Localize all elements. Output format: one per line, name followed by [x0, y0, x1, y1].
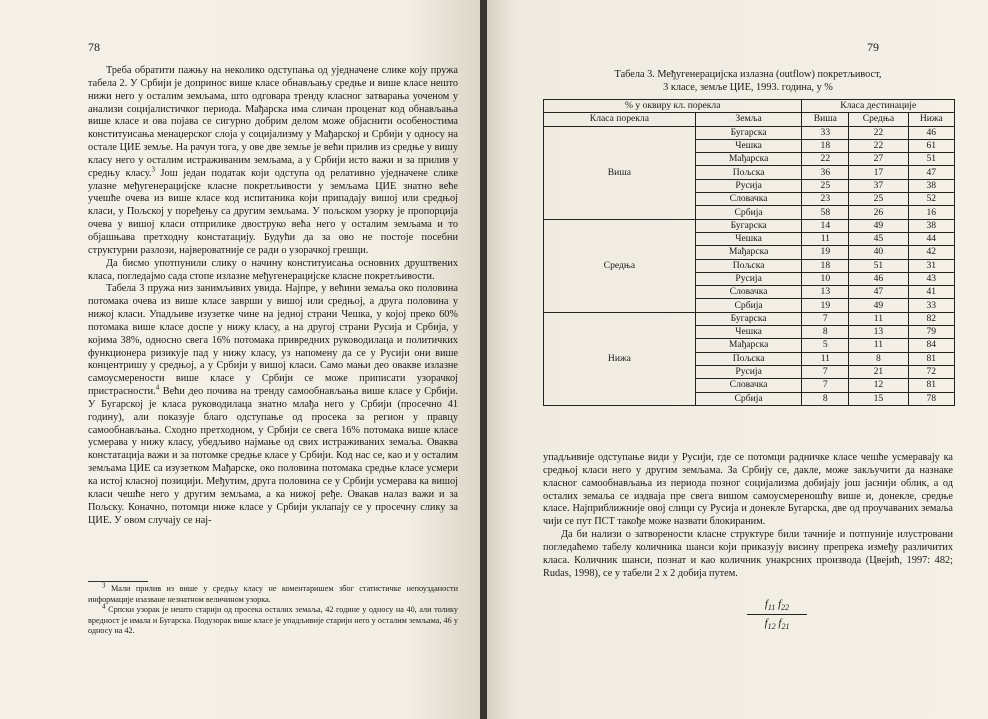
table-cell: 13 — [849, 326, 908, 339]
footnote-ref: 3 — [151, 165, 155, 174]
table-cell: 5 — [802, 339, 849, 352]
column-header: Виша — [802, 113, 849, 126]
table-row — [544, 219, 955, 232]
table-cell: 25 — [802, 179, 849, 192]
country-cell: Чешка — [695, 326, 802, 339]
table-cell: 38 — [908, 179, 954, 192]
origin-class-cell: Нижа — [544, 312, 696, 405]
country-cell: Мађарска — [695, 246, 802, 259]
table-cell: 11 — [802, 232, 849, 245]
page-number-right: 79 — [867, 40, 879, 54]
table-cell: 18 — [802, 139, 849, 152]
table-cell: 22 — [802, 153, 849, 166]
country-cell: Русија — [695, 179, 802, 192]
book-gutter — [480, 0, 487, 719]
origin-class-cell: Виша — [544, 126, 696, 219]
country-cell: Чешка — [695, 139, 802, 152]
table-cell: 15 — [849, 392, 908, 405]
table-cell: 8 — [849, 352, 908, 365]
table-cell: 84 — [908, 339, 954, 352]
table-cell: 49 — [849, 299, 908, 312]
table-cell: 46 — [849, 272, 908, 285]
column-header: Нижа — [908, 113, 954, 126]
table-cell: 31 — [908, 259, 954, 272]
paragraph: упадљивије одступање види у Русији, где се потомци радничке класе чешће усмеравају ка средњој класи него у другим земљама. За Србију се, дакле, може закључити да назнаке класног самообнављања из периода позног социјализма добијају још јаснији облик, а од осталих земаља се издваја пре свега вишом самоусмереношћу више и, донекле, средње класе. Најприближније овој слици су Русија и донекле Бугарска, две од проучаваних земаља чији се пут ПСТ такође може назвати блокираним. — [543, 452, 953, 528]
table-cell: 42 — [908, 246, 954, 259]
table-row — [544, 126, 955, 139]
table-cell: 13 — [802, 286, 849, 299]
country-cell: Словачка — [695, 379, 802, 392]
country-cell: Словачка — [695, 286, 802, 299]
country-cell: Србија — [695, 299, 802, 312]
table-cell: 47 — [849, 286, 908, 299]
table-cell: 82 — [908, 312, 954, 325]
table-cell: 43 — [908, 272, 954, 285]
column-header: Средња — [849, 113, 908, 126]
table-cell: 72 — [908, 365, 954, 378]
table-cell: 25 — [849, 193, 908, 206]
formula-denominator: $f_{12}$ $f_{21}$ — [764, 617, 790, 632]
table-cell: 11 — [849, 339, 908, 352]
country-cell: Словачка — [695, 193, 802, 206]
country-cell: Мађарска — [695, 339, 802, 352]
table-caption: Табела 3. Међугенерацијска излазна (outflow) покретљивост, 3 класе, земље ЦИЕ, 1993. година, у % — [614, 69, 882, 93]
table-cell: 38 — [908, 219, 954, 232]
page-number-left: 78 — [88, 40, 100, 54]
table-cell: 52 — [908, 193, 954, 206]
table-cell: 45 — [849, 232, 908, 245]
table-header-row — [544, 100, 955, 113]
country-cell: Бугарска — [695, 219, 802, 232]
table-cell: 12 — [849, 379, 908, 392]
table-cell: 46 — [908, 126, 954, 139]
footnotes — [88, 581, 459, 637]
fraction-bar — [747, 614, 807, 615]
table-row — [544, 312, 955, 325]
table-cell: 41 — [908, 286, 954, 299]
table-cell: 78 — [908, 392, 954, 405]
table-cell: 37 — [849, 179, 908, 192]
table-cell: 36 — [802, 166, 849, 179]
table-header-row — [544, 113, 955, 126]
table-cell: 11 — [802, 352, 849, 365]
table-cell: 44 — [908, 232, 954, 245]
table-cell: 33 — [908, 299, 954, 312]
paragraph: Табела 3 пружа низ занимљивих увида. Најпре, у већини земаља око половина потомака очева из више класе заврши у вишој или средњој, а друга половина у нижој класи. Упадљиве изузетке чине на једној страни Чешка, у којој преко 60% потомака више класе доспе у нижу класу, а на другој страни Русија и Србија, у којима 38%, односно свега 16% потомака привредних руководилаца и политичких функционера ризикује пад у нижу класу, уз напомену да се у Русији они више концентришу у средњој, а у Србији у вишој класи. Само мањи део овакве излазне самоусмерености више класе у Србији се може приписати узорачкој пристрасности.$^4$ Већи део почива на тренду самообнављања више класе у Србији. У Бугарској је класа руководилаца знатно млађа него у Србији (просечно 41 годину), али показује благо одступање од просека за регион у правцу самообнављања. Сходно претходном, у Србији се свега 16% потомака више класе усмерава у нижу класу, убедљиво најмање од свих истраживаних земаља. Оваква констатација важи и за потомке средње класе у Србији. Код нас се, као и у осталим земљама ЦИЕ са изузетком Мађарске, око половина потомака средње класе усмери ка истој класној позицији. Међутим, друга половина се у Србији усмерава ка вишој класи чешће него у другим земљама, а ка нижој ређе. Овакав налаз важи и за Пољску. Коначно, потомци ниже класе у Србији уклапају се у просечну слику за ЦИЕ. У овом случају се нај- — [88, 283, 458, 526]
formula-numerator: $f_{11}$ $f_{22}$ — [764, 598, 790, 613]
table-cell: 8 — [802, 326, 849, 339]
paragraph: Да бисмо употпунили слику о начину конституисања основних друштвених класа, погледајмо сада стопе излазне међугенерацијске класне покретљивости. — [88, 257, 458, 282]
table-cell: 17 — [849, 166, 908, 179]
country-cell: Пољска — [695, 259, 802, 272]
table-cell: 51 — [908, 153, 954, 166]
country-cell: Русија — [695, 365, 802, 378]
country-cell: Пољска — [695, 166, 802, 179]
country-cell: Мађарска — [695, 153, 802, 166]
table-cell: 11 — [849, 312, 908, 325]
origin-class-header: Класа порекла — [544, 113, 696, 126]
table-cell: 61 — [908, 139, 954, 152]
country-cell: Пољска — [695, 352, 802, 365]
table-cell: 19 — [802, 246, 849, 259]
country-cell: Бугарска — [695, 312, 802, 325]
country-cell: Чешка — [695, 232, 802, 245]
country-cell: Русија — [695, 272, 802, 285]
table-cell: 81 — [908, 352, 954, 365]
right-page — [487, 0, 988, 719]
table-cell: 8 — [802, 392, 849, 405]
table-cell: 22 — [849, 139, 908, 152]
table-cell: 58 — [802, 206, 849, 219]
table-cell: 51 — [849, 259, 908, 272]
table-cell: 7 — [802, 312, 849, 325]
table-cell: 7 — [802, 365, 849, 378]
country-cell: Србија — [695, 206, 802, 219]
footnote: $^3$ Мали прилив из више у средњу класу не коментаришем због статистичке непоузданости информације изазване незнатном величином узорка. — [88, 581, 459, 604]
paragraph: Треба обратити пажњу на неколико одступања од уједначене слике коју пружа табела 2. У Србији је доприноc више класе обнављању средње и више класе нешто нижи него у осталим земљама, што одговара тренду класног затварања уоченом у анализи социјалистичког периода. Мађарска има сличан проценат код обнављања више класе и ова појава се сигурно добрим делом може објаснити особеностима конституисања менаџерског слоја у социјализму у Мађарској и Србији у односу на остале ЦИЕ земље. На рачун тога, у ове две земље је већи прилив из средње у вишу класу него у осталим истраживаним земљама, а у Србији исто важи и за прилив у средњу класу.$^3$ Још један податак који одступа од релативно уједначене слике улазне међугенерацијске класне покретљивости у земљама ЦИЕ знатно веће учешће очева из више класе код испитаника који припадају вишој или средњој класи, у Пољској у поређењу са другим земљама. У пољском узорку је пропорција очева у вишој класи отприлике двоструко већа него у осталим земљама и то објашњава претходну констатацију. Будући да за ово не постоје посебни структурни разлози, највероватније се ради о узорачкој грешци. — [88, 65, 458, 256]
table-cell: 47 — [908, 166, 954, 179]
table-cell: 14 — [802, 219, 849, 232]
footnote-separator — [88, 581, 148, 582]
table-cell: 79 — [908, 326, 954, 339]
table-cell: 22 — [849, 126, 908, 139]
footnote-ref: 4 — [155, 383, 160, 392]
table-cell: 33 — [802, 126, 849, 139]
left-page — [0, 0, 480, 719]
table-cell: 10 — [802, 272, 849, 285]
origin-class-cell: Средња — [544, 219, 696, 312]
table-cell: 18 — [802, 259, 849, 272]
paragraph: Да би нализи о затворености класне структуре били тачније и потпуније илустровани погледаћемо табелу количника шанси који приказују висину препрека између различитих класа. Количник шанси, познат и као количник унакрсних производа (Цвејић, 1997: 482; Rudas, 1998), се у табели 2 x 2 добија путем. — [543, 529, 953, 579]
country-cell: Бугарска — [695, 126, 802, 139]
destination-class-header: Класа дестинације — [802, 100, 955, 113]
table-cell: 40 — [849, 246, 908, 259]
right-body-text — [543, 452, 953, 580]
table-cell: 7 — [802, 379, 849, 392]
table-cell: 81 — [908, 379, 954, 392]
table-cell: 49 — [849, 219, 908, 232]
footnote: $^4$ Српски узорак је нешто старији од просека осталих земаља, 42 године у односу на 40, али толику вредност је имала и Бугарска. Подузорак више класе је упадљивије старији него у осталим земљама, 46 у односу на 42. — [88, 602, 458, 635]
odds-ratio-formula — [747, 598, 807, 631]
left-body-text — [88, 65, 458, 527]
table-corner-label: % у оквиру кл. порекла — [544, 100, 802, 113]
table-cell: 27 — [849, 153, 908, 166]
table-cell: 21 — [849, 365, 908, 378]
table-cell: 16 — [908, 206, 954, 219]
country-cell: Србија — [695, 392, 802, 405]
mobility-table — [543, 99, 955, 406]
country-header: Земља — [695, 113, 802, 126]
table-cell: 19 — [802, 299, 849, 312]
table-cell: 23 — [802, 193, 849, 206]
table-cell: 26 — [849, 206, 908, 219]
